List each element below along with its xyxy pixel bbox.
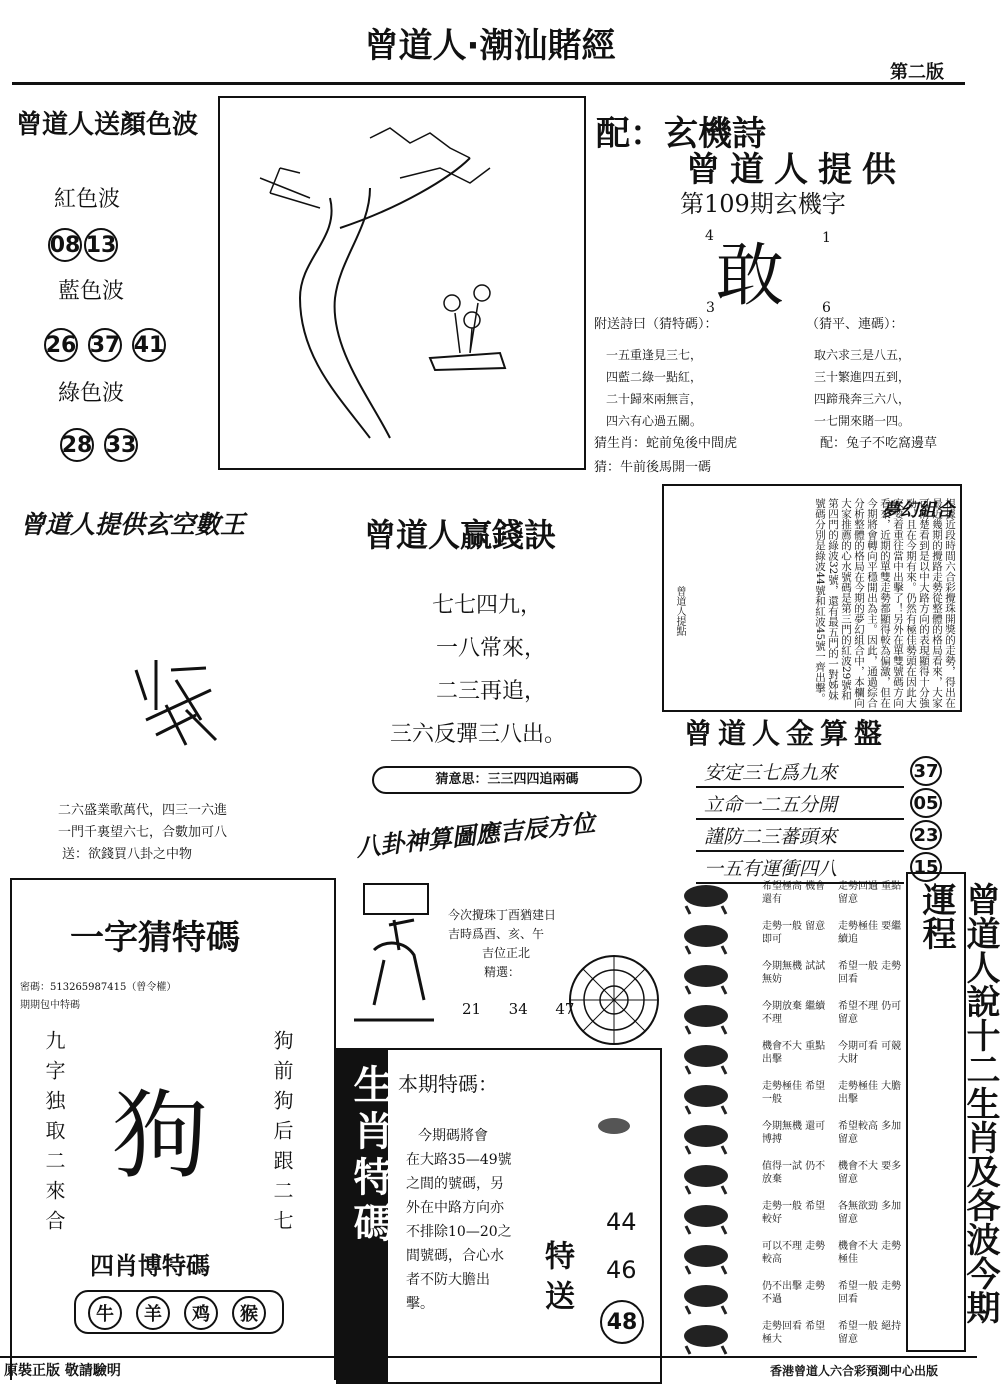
special-num: 46 xyxy=(606,1256,637,1284)
color-wave-title: 曾道人送顏色波 xyxy=(16,110,199,140)
zodiac-row xyxy=(676,1156,904,1196)
bagua-line: 吉時爲酉、亥、午 xyxy=(448,927,545,941)
edition-label: 第二版 xyxy=(890,62,944,83)
bagua-line: 精選： xyxy=(484,965,521,979)
zodiac-forecast-a: 仍不出擊 走勢不過 xyxy=(762,1281,826,1305)
zodiac-row xyxy=(676,1076,904,1116)
one-char-title: 一字猜特碼 xyxy=(70,918,240,958)
zodiac-forecast-b: 希望不理 仍可留意 xyxy=(838,1001,902,1025)
pine-tree-icon xyxy=(220,98,584,468)
one-char-left-col: 九字独取二來合 xyxy=(42,1030,66,1240)
monkey-icon xyxy=(676,1198,736,1234)
zodiac-row xyxy=(676,1236,904,1276)
riddle-title-2: 曾道人提供 xyxy=(686,150,906,190)
four-zodiac-box xyxy=(74,1290,284,1334)
corner-num-tr: 1 xyxy=(822,230,831,246)
abacus-title: 曾道人金算盤 xyxy=(684,717,889,750)
green-ball-2: 33 xyxy=(104,428,138,462)
zodiac-row xyxy=(676,1316,904,1356)
zodiac-pick: 羊 xyxy=(136,1296,170,1330)
zodiac-forecast-b: 走勢回過 重點留意 xyxy=(838,881,902,905)
zodiac-forecast-title: 曾道人說十二生肖及各波今期運程 xyxy=(916,882,1000,1324)
riddle-char: 敢 xyxy=(716,237,785,316)
win-secret-hint-box xyxy=(372,766,642,794)
bagua-line: 吉位正北 xyxy=(482,946,531,960)
zodiac-forecast-b: 各無欲勁 多加留意 xyxy=(838,1201,902,1225)
zodiac-forecast-title-box xyxy=(906,872,1000,1352)
zodiac-forecast-a: 今期放棄 繼續不理 xyxy=(762,1001,826,1025)
footer-rule xyxy=(0,1356,977,1358)
special-line: 今期碼將會 xyxy=(418,1128,488,1144)
poem-line: 四藍二綠一點紅， xyxy=(606,370,703,384)
win-secret-title: 曾道人赢錢訣 xyxy=(364,516,557,554)
win-secret-lines xyxy=(380,584,620,756)
special-num: 44 xyxy=(606,1208,637,1236)
zodiac-pick: 鸡 xyxy=(184,1296,218,1330)
zodiac-forecast-b: 希望一般 走勢回看 xyxy=(838,1281,902,1305)
zodiac-forecast-b: 今期可看 可競大財 xyxy=(838,1041,902,1065)
goat-icon xyxy=(676,1158,736,1194)
zodiac-row xyxy=(676,876,904,916)
guess-zodiac: 猜生肖：蛇前兔後中間虎 xyxy=(594,436,738,451)
poem-left xyxy=(606,344,702,432)
zodiac-row xyxy=(676,1276,904,1316)
rabbit-icon xyxy=(676,998,736,1034)
abacus-row xyxy=(696,756,946,788)
zodiac-forecast-a: 走勢極佳 希望一般 xyxy=(762,1081,826,1105)
abacus-row xyxy=(696,788,946,820)
dream-title: 夢幻組合 xyxy=(882,500,954,521)
zodiac-row xyxy=(676,916,904,956)
special-text xyxy=(406,1124,512,1316)
snake-icon xyxy=(676,1078,736,1114)
zodiac-forecast-b: 走勢極佳 大膽出擊 xyxy=(838,1081,902,1105)
zodiac-forecast-b: 希望一般 絕持留意 xyxy=(838,1321,902,1345)
poem-line: 取六求三是八五， xyxy=(814,348,911,362)
abacus-num: 23 xyxy=(910,820,942,850)
win-secret-line: 三六反彈三八出。 xyxy=(390,722,567,747)
zodiac-forecast-b: 走勢極佳 要繼續追 xyxy=(838,921,902,945)
win-secret-hint: 猜意思：三三四四追兩碼 xyxy=(435,772,579,787)
special-code-panel xyxy=(336,1048,662,1384)
abacus-row xyxy=(696,820,946,852)
blue-ball-3: 41 xyxy=(132,328,166,362)
dog-icon xyxy=(676,1278,736,1314)
space-king-line: 二六盛業歌萬代，四三一六進 xyxy=(58,803,228,818)
zodiac-row xyxy=(676,996,904,1036)
bagua-wheel-icon xyxy=(566,952,662,1048)
zodiac-forecast-a: 今期無機 還可博搏 xyxy=(762,1121,826,1145)
bagua-num: 21 xyxy=(462,1000,482,1018)
one-char-code: 密碼：513265987415（曾令權） xyxy=(20,982,177,993)
one-char-big: 狗 xyxy=(112,1080,208,1192)
zodiac-row xyxy=(676,956,904,996)
tiger-icon xyxy=(676,958,736,994)
zodiac-forecast-b: 希望一般 走勢回看 xyxy=(838,961,902,985)
poem-label-right: （猜平、連碼）： xyxy=(806,317,904,332)
special-send-label: 特送 xyxy=(539,1240,574,1320)
pig-icon xyxy=(676,1318,736,1354)
space-king-title: 曾道人提供玄空數王 xyxy=(20,510,246,539)
abacus-text: 謹防二三蕃頭來 xyxy=(704,826,838,848)
zodiac-forecast-a: 走勢回看 希望極大 xyxy=(762,1321,826,1345)
poem-line: 一五重逢見三七， xyxy=(606,348,703,362)
bagua-num: 47 xyxy=(555,1000,575,1018)
zodiac-row xyxy=(676,1116,904,1156)
bagua-line: 今次攪珠丁酉猶建日 xyxy=(448,908,557,922)
zodiac-forecast-a: 機會不大 重點出擊 xyxy=(762,1041,826,1065)
abacus-text: 安定三七爲九來 xyxy=(704,762,838,784)
scribble-char-icon xyxy=(126,650,226,750)
zodiac-pick: 牛 xyxy=(88,1296,122,1330)
red-wave-label: 紅色波 xyxy=(54,187,121,212)
abacus-text: 一五有運衝四八 xyxy=(704,858,838,880)
win-secret-line: 七七四九， xyxy=(432,593,543,618)
zodiac-row xyxy=(676,1196,904,1236)
abacus-num: 37 xyxy=(910,756,942,786)
one-char-right-col: 狗前狗后跟二七 xyxy=(270,1030,294,1240)
rat-icon xyxy=(676,878,736,914)
space-king-line: 一門千裏望六七，合數加可八 xyxy=(58,825,228,840)
zodiac-forecast-a: 今期無機 試試無妨 xyxy=(762,961,826,985)
zodiac-forecast-a: 走勢一般 希望較好 xyxy=(762,1201,826,1225)
dream-text: 根據近段時間六合彩攪珠開獎的走勢，得出在最近幾期的攪路走勢從整體的格局看來，大家可清楚看到是以中大路方向的表現顯得十分強勁，且在今期有來。仍然有極佳勢頭在因此大家要着重往當中出擊了！另外在單雙號碼方向看來，近期的單雙走勢都顯得較為偏激，但在今期將會轉向平穩開出為主。因此，通過綜合分析整體的格局在今期的夢幻組合中，本欄向大家推薦的心水號碼是第三門的紅波29號和第四門的綠波32號，還有最五門的一對姊妹號碼分別是綠波44號和紅波45號一齊出擊。 xyxy=(814,498,956,708)
red-ball-2: 13 xyxy=(84,228,118,262)
poem-line: 二十歸來兩無言， xyxy=(606,392,703,406)
animal-icon xyxy=(594,1114,634,1138)
poem-line: 四蹄飛奔三六八， xyxy=(814,392,911,406)
horse-icon xyxy=(676,1118,736,1154)
one-char-sub: 期期包中特碼 xyxy=(20,1000,80,1011)
zodiac-pick: 猴 xyxy=(232,1296,266,1330)
special-title: 本期特碼： xyxy=(398,1072,498,1096)
bagua-lines xyxy=(448,906,556,982)
abacus-num: 15 xyxy=(910,852,942,882)
abacus-num: 05 xyxy=(910,788,942,818)
poem-line: 四六有心過五關。 xyxy=(606,414,703,428)
zodiac-row xyxy=(676,1036,904,1076)
tree-illustration xyxy=(218,96,586,470)
riddle-issue: 第109期玄機字 xyxy=(680,190,846,218)
bagua-num: 34 xyxy=(508,1000,528,1018)
space-king-lines xyxy=(58,800,227,866)
poem-label-left: 附送詩曰（猜特碼）： xyxy=(594,317,718,332)
special-line: 者不防大膽出 xyxy=(406,1272,490,1288)
zodiac-forecast-b: 機會不大 要多留意 xyxy=(838,1161,902,1185)
blue-wave-label: 藍色波 xyxy=(58,279,125,304)
footer-left: 原裝正版 敬請驗明 xyxy=(4,1363,121,1379)
guess-code: 猜：牛前後馬開一碼 xyxy=(594,460,712,475)
corner-num-bl: 3 xyxy=(706,300,715,316)
abacus-text: 立命一二五分開 xyxy=(704,794,838,816)
blue-ball-1: 26 xyxy=(44,328,78,362)
zodiac-forecast-a: 希望極高 機會還有 xyxy=(762,881,826,905)
blue-ball-2: 37 xyxy=(88,328,122,362)
riddle-title-1: 配：玄機詩 xyxy=(596,114,766,154)
space-king-line: 送：欲錢買八卦之中物 xyxy=(62,847,193,862)
special-line: 不排除10—20之 xyxy=(406,1224,512,1240)
corner-num-br: 6 xyxy=(822,300,831,316)
warrior-horse-icon xyxy=(344,880,444,1030)
red-ball-1: 08 xyxy=(48,228,82,262)
guess-pair: 配：兔子不吃窩邊草 xyxy=(820,436,938,451)
dream-combo-panel xyxy=(662,484,962,712)
poem-line: 三十繁進四五到， xyxy=(814,370,911,384)
poem-line: 一七開來賭一四。 xyxy=(814,414,911,428)
bagua-title: 八卦神算圖應吉辰方位 xyxy=(354,807,597,862)
ox-icon xyxy=(676,918,736,954)
four-zodiac-title: 四肖博特碼 xyxy=(90,1251,210,1280)
bagua-nums xyxy=(462,1000,574,1018)
special-line: 在大路35—49號 xyxy=(406,1152,512,1168)
rooster-icon xyxy=(676,1238,736,1274)
header-rule xyxy=(12,82,965,85)
special-side-label: 生肖特碼 xyxy=(347,1064,394,1248)
dragon-icon xyxy=(676,1038,736,1074)
zodiac-forecast-b: 希望較高 多加留意 xyxy=(838,1121,902,1145)
poem-right xyxy=(814,344,910,432)
special-num-circled: 48 xyxy=(600,1300,644,1344)
zodiac-forecast-a: 可以不理 走勢較高 xyxy=(762,1241,826,1265)
dream-sign: 曾道人提點 xyxy=(674,586,685,636)
special-line: 之間的號碼，另 xyxy=(406,1176,504,1192)
special-line: 外在中路方向亦 xyxy=(406,1200,504,1216)
special-line: 間號碼，合心水 xyxy=(406,1248,504,1264)
win-secret-line: 二三再追， xyxy=(436,679,547,704)
green-ball-1: 28 xyxy=(60,428,94,462)
zodiac-forecast-a: 走勢一般 留意即可 xyxy=(762,921,826,945)
page-title: 曾道人·潮汕賭經 xyxy=(364,26,616,66)
corner-num-tl: 4 xyxy=(705,228,714,244)
win-secret-line: 一八常來， xyxy=(436,636,547,661)
green-wave-label: 綠色波 xyxy=(58,381,125,406)
zodiac-forecast-a: 值得一試 仍不放棄 xyxy=(762,1161,826,1185)
color-wave-panel xyxy=(10,92,210,472)
zodiac-forecast-b: 機會不大 走勢極佳 xyxy=(838,1241,902,1265)
special-line: 擊。 xyxy=(406,1296,434,1312)
footer-right: 香港曾道人六合彩預測中心出版 xyxy=(770,1364,939,1378)
